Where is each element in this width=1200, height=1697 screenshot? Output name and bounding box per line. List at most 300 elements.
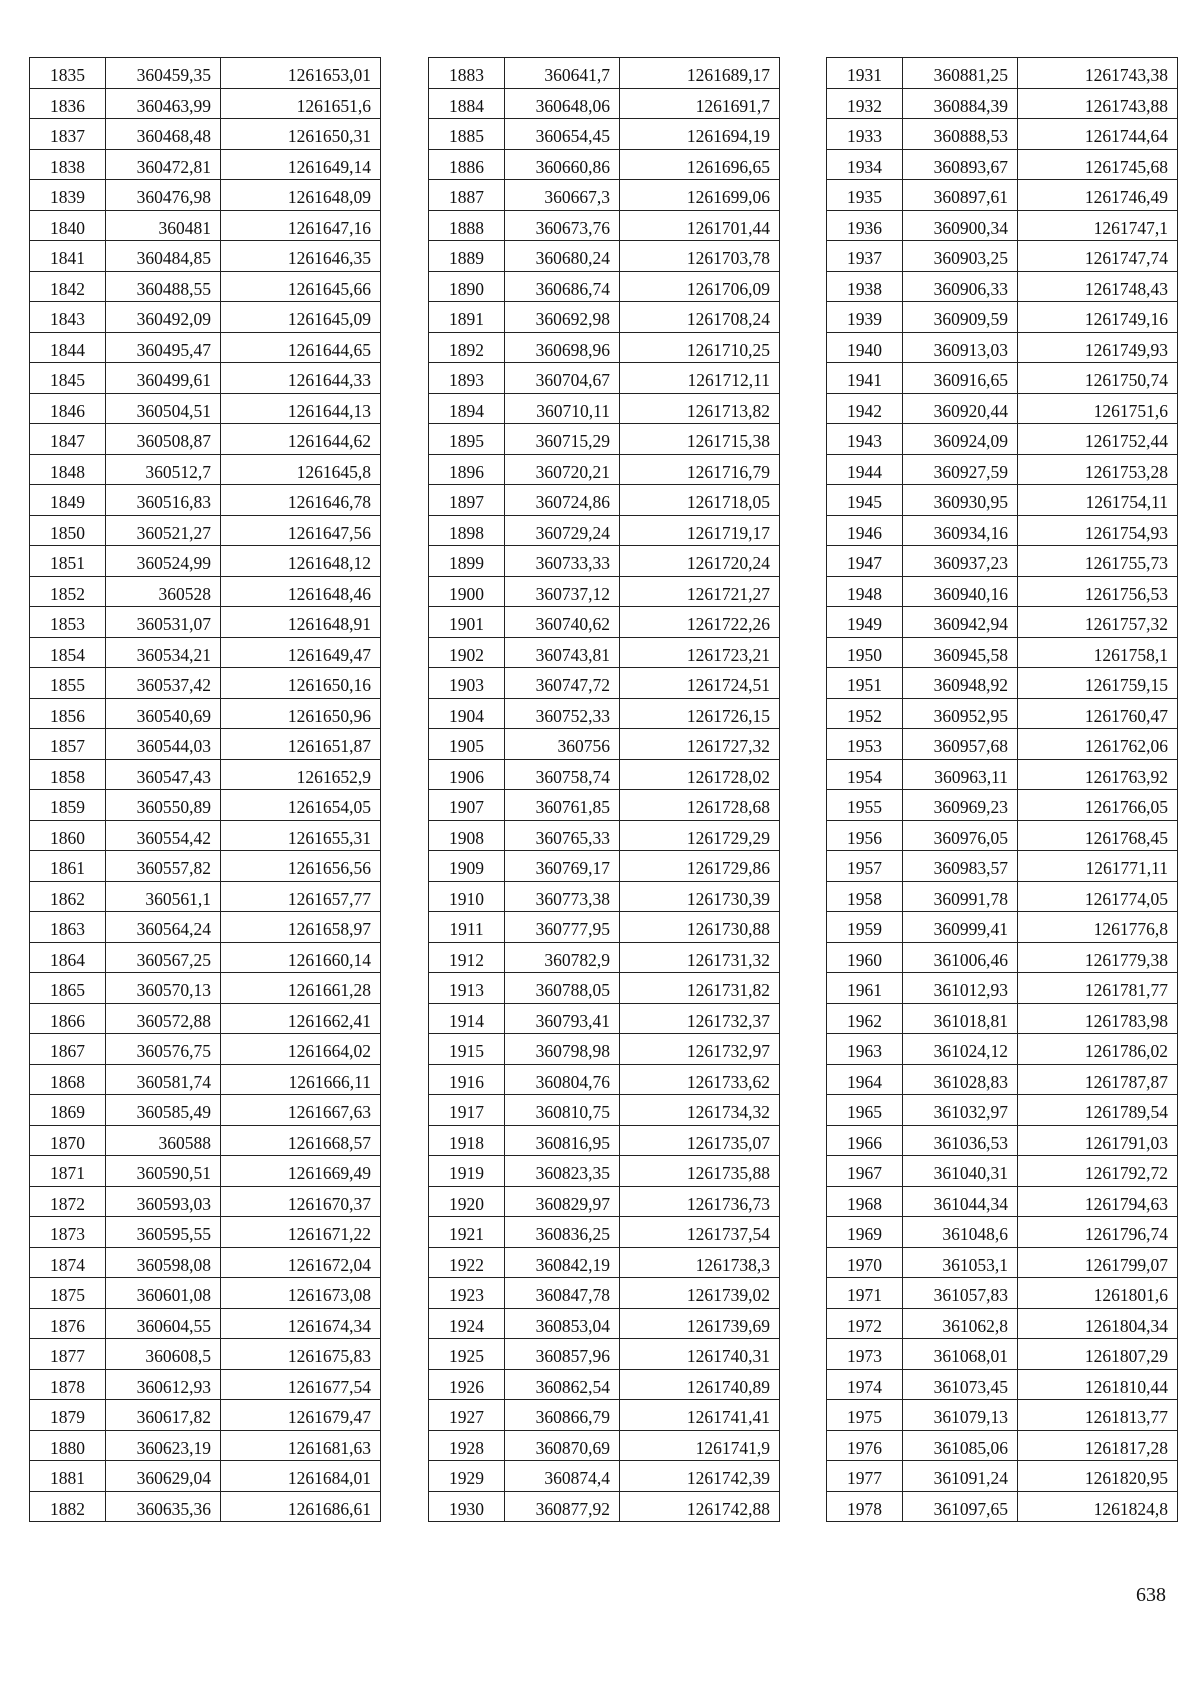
y-coordinate: 1261727,32 [620, 729, 780, 760]
x-coordinate: 360550,89 [106, 790, 221, 821]
x-coordinate: 360920,44 [903, 393, 1018, 424]
table-row [30, 1369, 381, 1400]
x-coordinate: 360617,82 [106, 1400, 221, 1431]
point-number: 1848 [30, 454, 106, 485]
table-row [30, 942, 381, 973]
y-coordinate: 1261743,88 [1018, 88, 1178, 119]
x-coordinate: 360829,97 [505, 1186, 620, 1217]
y-coordinate: 1261779,38 [1018, 942, 1178, 973]
x-coordinate: 360866,79 [505, 1400, 620, 1431]
x-coordinate: 360957,68 [903, 729, 1018, 760]
x-coordinate: 360667,3 [505, 180, 620, 211]
point-number: 1842 [30, 271, 106, 302]
y-coordinate: 1261747,1 [1018, 210, 1178, 241]
point-number: 1944 [827, 454, 903, 485]
table-row [429, 1430, 780, 1461]
x-coordinate: 360710,11 [505, 393, 620, 424]
table-row [827, 637, 1178, 668]
point-number: 1933 [827, 119, 903, 150]
table-row [827, 180, 1178, 211]
table-row [429, 820, 780, 851]
y-coordinate: 1261675,83 [221, 1339, 381, 1370]
point-number: 1854 [30, 637, 106, 668]
x-coordinate: 361057,83 [903, 1278, 1018, 1309]
table-row [429, 637, 780, 668]
y-coordinate: 1261731,82 [620, 973, 780, 1004]
point-number: 1889 [429, 241, 505, 272]
point-number: 1835 [30, 58, 106, 89]
x-coordinate: 361079,13 [903, 1400, 1018, 1431]
table-row [30, 973, 381, 1004]
x-coordinate: 360528 [106, 576, 221, 607]
x-coordinate: 360588 [106, 1125, 221, 1156]
point-number: 1964 [827, 1064, 903, 1095]
point-number: 1869 [30, 1095, 106, 1126]
table-row [429, 210, 780, 241]
x-coordinate: 360937,23 [903, 546, 1018, 577]
x-coordinate: 361048,6 [903, 1217, 1018, 1248]
y-coordinate: 1261789,54 [1018, 1095, 1178, 1126]
point-number: 1961 [827, 973, 903, 1004]
y-coordinate: 1261653,01 [221, 58, 381, 89]
point-number: 1923 [429, 1278, 505, 1309]
table-row [827, 1430, 1178, 1461]
point-number: 1910 [429, 881, 505, 912]
x-coordinate: 360623,19 [106, 1430, 221, 1461]
y-coordinate: 1261716,79 [620, 454, 780, 485]
y-coordinate: 1261744,64 [1018, 119, 1178, 150]
point-number: 1875 [30, 1278, 106, 1309]
x-coordinate: 360952,95 [903, 698, 1018, 729]
y-coordinate: 1261669,49 [221, 1156, 381, 1187]
table-row [827, 1247, 1178, 1278]
x-coordinate: 360724,86 [505, 485, 620, 516]
point-number: 1913 [429, 973, 505, 1004]
y-coordinate: 1261710,25 [620, 332, 780, 363]
point-number: 1922 [429, 1247, 505, 1278]
table-row [827, 942, 1178, 973]
point-number: 1874 [30, 1247, 106, 1278]
y-coordinate: 1261718,05 [620, 485, 780, 516]
y-coordinate: 1261796,74 [1018, 1217, 1178, 1248]
point-number: 1950 [827, 637, 903, 668]
x-coordinate: 360499,61 [106, 363, 221, 394]
table-row [429, 607, 780, 638]
point-number: 1945 [827, 485, 903, 516]
x-coordinate: 360476,98 [106, 180, 221, 211]
y-coordinate: 1261741,9 [620, 1430, 780, 1461]
table-row [429, 454, 780, 485]
y-coordinate: 1261650,96 [221, 698, 381, 729]
x-coordinate: 360673,76 [505, 210, 620, 241]
x-coordinate: 360999,41 [903, 912, 1018, 943]
table-row [30, 1308, 381, 1339]
x-coordinate: 360747,72 [505, 668, 620, 699]
table-row [429, 1186, 780, 1217]
point-number: 1942 [827, 393, 903, 424]
point-number: 1851 [30, 546, 106, 577]
y-coordinate: 1261724,51 [620, 668, 780, 699]
point-number: 1962 [827, 1003, 903, 1034]
y-coordinate: 1261740,89 [620, 1369, 780, 1400]
x-coordinate: 360729,24 [505, 515, 620, 546]
table-row [429, 1034, 780, 1065]
y-coordinate: 1261745,68 [1018, 149, 1178, 180]
point-number: 1883 [429, 58, 505, 89]
y-coordinate: 1261783,98 [1018, 1003, 1178, 1034]
y-coordinate: 1261752,44 [1018, 424, 1178, 455]
point-number: 1931 [827, 58, 903, 89]
point-number: 1904 [429, 698, 505, 729]
point-number: 1902 [429, 637, 505, 668]
y-coordinate: 1261644,62 [221, 424, 381, 455]
y-coordinate: 1261733,62 [620, 1064, 780, 1095]
y-coordinate: 1261774,05 [1018, 881, 1178, 912]
x-coordinate: 360924,09 [903, 424, 1018, 455]
y-coordinate: 1261703,78 [620, 241, 780, 272]
y-coordinate: 1261696,65 [620, 149, 780, 180]
y-coordinate: 1261740,31 [620, 1339, 780, 1370]
table-row [429, 515, 780, 546]
point-number: 1928 [429, 1430, 505, 1461]
table-row [429, 912, 780, 943]
y-coordinate: 1261791,03 [1018, 1125, 1178, 1156]
point-number: 1958 [827, 881, 903, 912]
x-coordinate: 360761,85 [505, 790, 620, 821]
table-row [827, 1217, 1178, 1248]
table-row [30, 1400, 381, 1431]
point-number: 1975 [827, 1400, 903, 1431]
table-row [827, 1186, 1178, 1217]
x-coordinate: 361040,31 [903, 1156, 1018, 1187]
x-coordinate: 360893,67 [903, 149, 1018, 180]
y-coordinate: 1261756,53 [1018, 576, 1178, 607]
y-coordinate: 1261715,38 [620, 424, 780, 455]
y-coordinate: 1261645,8 [221, 454, 381, 485]
x-coordinate: 360612,93 [106, 1369, 221, 1400]
table-row [30, 1430, 381, 1461]
y-coordinate: 1261813,77 [1018, 1400, 1178, 1431]
table-row [827, 1125, 1178, 1156]
x-coordinate: 361044,34 [903, 1186, 1018, 1217]
point-number: 1859 [30, 790, 106, 821]
x-coordinate: 360459,35 [106, 58, 221, 89]
table-row [429, 1125, 780, 1156]
y-coordinate: 1261754,93 [1018, 515, 1178, 546]
table-row [827, 668, 1178, 699]
y-coordinate: 1261666,11 [221, 1064, 381, 1095]
y-coordinate: 1261753,28 [1018, 454, 1178, 485]
y-coordinate: 1261749,93 [1018, 332, 1178, 363]
y-coordinate: 1261656,56 [221, 851, 381, 882]
y-coordinate: 1261647,56 [221, 515, 381, 546]
x-coordinate: 360909,59 [903, 302, 1018, 333]
y-coordinate: 1261649,47 [221, 637, 381, 668]
y-coordinate: 1261681,63 [221, 1430, 381, 1461]
table-row [429, 1278, 780, 1309]
y-coordinate: 1261684,01 [221, 1461, 381, 1492]
y-coordinate: 1261759,15 [1018, 668, 1178, 699]
point-number: 1873 [30, 1217, 106, 1248]
table-row [30, 1461, 381, 1492]
x-coordinate: 360648,06 [505, 88, 620, 119]
point-number: 1920 [429, 1186, 505, 1217]
table-row [429, 546, 780, 577]
table-row [827, 1339, 1178, 1370]
y-coordinate: 1261792,72 [1018, 1156, 1178, 1187]
x-coordinate: 360537,42 [106, 668, 221, 699]
x-coordinate: 360601,08 [106, 1278, 221, 1309]
point-number: 1921 [429, 1217, 505, 1248]
table-row [827, 546, 1178, 577]
table-row [429, 759, 780, 790]
y-coordinate: 1261673,08 [221, 1278, 381, 1309]
point-number: 1843 [30, 302, 106, 333]
table-row [429, 332, 780, 363]
x-coordinate: 361012,93 [903, 973, 1018, 1004]
table-row [429, 149, 780, 180]
table-row [429, 393, 780, 424]
point-number: 1957 [827, 851, 903, 882]
point-number: 1858 [30, 759, 106, 790]
x-coordinate: 360948,92 [903, 668, 1018, 699]
point-number: 1954 [827, 759, 903, 790]
point-number: 1960 [827, 942, 903, 973]
point-number: 1837 [30, 119, 106, 150]
point-number: 1840 [30, 210, 106, 241]
point-number: 1881 [30, 1461, 106, 1492]
coordinate-table-right [826, 57, 1178, 1522]
x-coordinate: 360752,33 [505, 698, 620, 729]
x-coordinate: 360930,95 [903, 485, 1018, 516]
point-number: 1917 [429, 1095, 505, 1126]
x-coordinate: 360654,45 [505, 119, 620, 150]
point-number: 1895 [429, 424, 505, 455]
table-row [429, 942, 780, 973]
y-coordinate: 1261738,3 [620, 1247, 780, 1278]
x-coordinate: 360758,74 [505, 759, 620, 790]
point-number: 1970 [827, 1247, 903, 1278]
table-row [30, 1186, 381, 1217]
point-number: 1865 [30, 973, 106, 1004]
table-row [429, 241, 780, 272]
point-number: 1955 [827, 790, 903, 821]
table-row [827, 363, 1178, 394]
point-number: 1857 [30, 729, 106, 760]
y-coordinate: 1261645,09 [221, 302, 381, 333]
point-number: 1885 [429, 119, 505, 150]
point-number: 1932 [827, 88, 903, 119]
y-coordinate: 1261734,32 [620, 1095, 780, 1126]
table-row [429, 1369, 780, 1400]
point-number: 1887 [429, 180, 505, 211]
point-number: 1864 [30, 942, 106, 973]
y-coordinate: 1261712,11 [620, 363, 780, 394]
point-number: 1937 [827, 241, 903, 272]
x-coordinate: 361091,24 [903, 1461, 1018, 1492]
point-number: 1861 [30, 851, 106, 882]
y-coordinate: 1261650,16 [221, 668, 381, 699]
table-row [827, 698, 1178, 729]
x-coordinate: 360508,87 [106, 424, 221, 455]
table-row [30, 1278, 381, 1309]
table-row [827, 515, 1178, 546]
x-coordinate: 360463,99 [106, 88, 221, 119]
point-number: 1898 [429, 515, 505, 546]
y-coordinate: 1261739,69 [620, 1308, 780, 1339]
point-number: 1880 [30, 1430, 106, 1461]
y-coordinate: 1261728,68 [620, 790, 780, 821]
x-coordinate: 360660,86 [505, 149, 620, 180]
table-row [30, 424, 381, 455]
y-coordinate: 1261668,57 [221, 1125, 381, 1156]
x-coordinate: 360720,21 [505, 454, 620, 485]
x-coordinate: 360561,1 [106, 881, 221, 912]
point-number: 1929 [429, 1461, 505, 1492]
table-row [30, 1491, 381, 1522]
x-coordinate: 360823,35 [505, 1156, 620, 1187]
table-row [429, 302, 780, 333]
y-coordinate: 1261660,14 [221, 942, 381, 973]
y-coordinate: 1261807,29 [1018, 1339, 1178, 1370]
y-coordinate: 1261689,17 [620, 58, 780, 89]
x-coordinate: 360963,11 [903, 759, 1018, 790]
point-number: 1884 [429, 88, 505, 119]
table-row [429, 1491, 780, 1522]
x-coordinate: 360916,65 [903, 363, 1018, 394]
point-number: 1899 [429, 546, 505, 577]
point-number: 1956 [827, 820, 903, 851]
table-row [30, 119, 381, 150]
table-row [827, 424, 1178, 455]
y-coordinate: 1261739,02 [620, 1278, 780, 1309]
table-row [429, 576, 780, 607]
table-row [30, 515, 381, 546]
table-row [30, 851, 381, 882]
x-coordinate: 360773,38 [505, 881, 620, 912]
x-coordinate: 360793,41 [505, 1003, 620, 1034]
x-coordinate: 360934,16 [903, 515, 1018, 546]
y-coordinate: 1261661,28 [221, 973, 381, 1004]
x-coordinate: 360942,94 [903, 607, 1018, 638]
x-coordinate: 360743,81 [505, 637, 620, 668]
table-row [30, 210, 381, 241]
table-row [429, 790, 780, 821]
x-coordinate: 360782,9 [505, 942, 620, 973]
table-row [827, 119, 1178, 150]
y-coordinate: 1261787,87 [1018, 1064, 1178, 1095]
y-coordinate: 1261741,41 [620, 1400, 780, 1431]
point-number: 1900 [429, 576, 505, 607]
table-row [429, 851, 780, 882]
y-coordinate: 1261722,26 [620, 607, 780, 638]
y-coordinate: 1261730,88 [620, 912, 780, 943]
x-coordinate: 360777,95 [505, 912, 620, 943]
point-number: 1914 [429, 1003, 505, 1034]
x-coordinate: 360945,58 [903, 637, 1018, 668]
x-coordinate: 360884,39 [903, 88, 1018, 119]
x-coordinate: 360991,78 [903, 881, 1018, 912]
point-number: 1868 [30, 1064, 106, 1095]
y-coordinate: 1261735,07 [620, 1125, 780, 1156]
x-coordinate: 360595,55 [106, 1217, 221, 1248]
y-coordinate: 1261679,47 [221, 1400, 381, 1431]
y-coordinate: 1261651,6 [221, 88, 381, 119]
y-coordinate: 1261648,46 [221, 576, 381, 607]
x-coordinate: 360484,85 [106, 241, 221, 272]
table-row [429, 1156, 780, 1187]
y-coordinate: 1261732,97 [620, 1034, 780, 1065]
y-coordinate: 1261776,8 [1018, 912, 1178, 943]
x-coordinate: 360804,76 [505, 1064, 620, 1095]
x-coordinate: 360927,59 [903, 454, 1018, 485]
y-coordinate: 1261701,44 [620, 210, 780, 241]
y-coordinate: 1261760,47 [1018, 698, 1178, 729]
point-number: 1951 [827, 668, 903, 699]
table-row [827, 759, 1178, 790]
table-row [30, 790, 381, 821]
y-coordinate: 1261762,06 [1018, 729, 1178, 760]
x-coordinate: 360798,98 [505, 1034, 620, 1065]
point-number: 1927 [429, 1400, 505, 1431]
point-number: 1934 [827, 149, 903, 180]
x-coordinate: 360816,95 [505, 1125, 620, 1156]
table-row [30, 759, 381, 790]
point-number: 1907 [429, 790, 505, 821]
y-coordinate: 1261757,32 [1018, 607, 1178, 638]
y-coordinate: 1261645,66 [221, 271, 381, 302]
y-coordinate: 1261644,65 [221, 332, 381, 363]
y-coordinate: 1261799,07 [1018, 1247, 1178, 1278]
table-row [30, 881, 381, 912]
table-row [827, 210, 1178, 241]
x-coordinate: 361062,8 [903, 1308, 1018, 1339]
table-row [429, 668, 780, 699]
table-row [429, 1247, 780, 1278]
table-row [429, 1400, 780, 1431]
x-coordinate: 361073,45 [903, 1369, 1018, 1400]
point-number: 1852 [30, 576, 106, 607]
table-row [30, 1217, 381, 1248]
y-coordinate: 1261768,45 [1018, 820, 1178, 851]
table-row [827, 454, 1178, 485]
y-coordinate: 1261729,86 [620, 851, 780, 882]
y-coordinate: 1261729,29 [620, 820, 780, 851]
x-coordinate: 360940,16 [903, 576, 1018, 607]
table-row [30, 1003, 381, 1034]
x-coordinate: 360593,03 [106, 1186, 221, 1217]
table-row [429, 485, 780, 516]
x-coordinate: 360585,49 [106, 1095, 221, 1126]
table-row [30, 1034, 381, 1065]
point-number: 1905 [429, 729, 505, 760]
y-coordinate: 1261758,1 [1018, 637, 1178, 668]
y-coordinate: 1261763,92 [1018, 759, 1178, 790]
point-number: 1867 [30, 1034, 106, 1065]
y-coordinate: 1261749,16 [1018, 302, 1178, 333]
x-coordinate: 360877,92 [505, 1491, 620, 1522]
y-coordinate: 1261650,31 [221, 119, 381, 150]
point-number: 1894 [429, 393, 505, 424]
point-number: 1836 [30, 88, 106, 119]
point-number: 1892 [429, 332, 505, 363]
x-coordinate: 361006,46 [903, 942, 1018, 973]
y-coordinate: 1261742,88 [620, 1491, 780, 1522]
x-coordinate: 360472,81 [106, 149, 221, 180]
point-number: 1870 [30, 1125, 106, 1156]
x-coordinate: 360680,24 [505, 241, 620, 272]
table-row [30, 393, 381, 424]
